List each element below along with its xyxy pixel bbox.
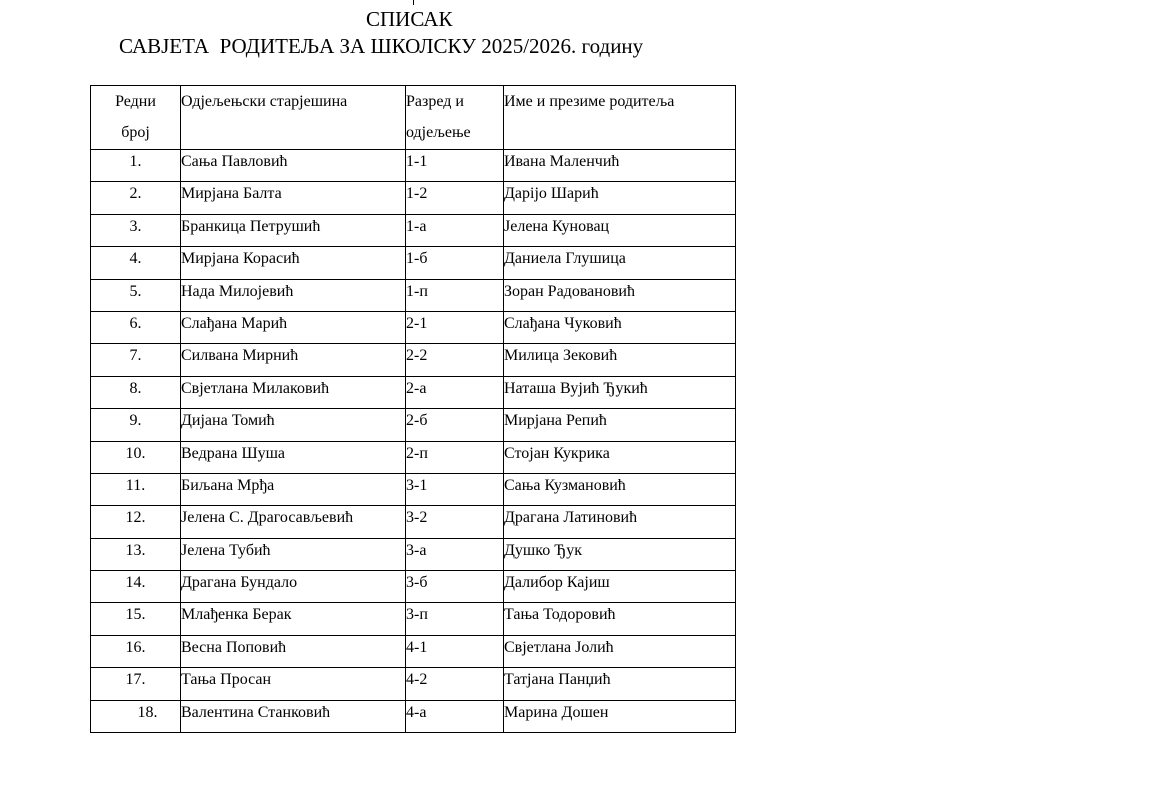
row-teacher: Валентина Станковић <box>181 700 406 732</box>
row-parent: Мирјана Репић <box>504 409 736 441</box>
row-number: 8. <box>91 376 181 408</box>
table-row <box>91 700 736 732</box>
table-row <box>91 441 736 473</box>
row-parent: Душко Ђук <box>504 538 736 570</box>
row-parent: Стојан Кукрика <box>504 441 736 473</box>
header-class-line1: Разред и <box>406 93 464 110</box>
row-number: 2. <box>91 182 181 214</box>
header-class-line2: одјељење <box>406 124 471 141</box>
row-number: 6. <box>91 311 181 343</box>
row-number: 18. <box>91 700 181 732</box>
row-parent: Тања Тодоровић <box>504 603 736 635</box>
table-row <box>91 409 736 441</box>
row-teacher: Дијана Томић <box>181 409 406 441</box>
row-number: 9. <box>91 409 181 441</box>
row-teacher: Драгана Бундало <box>181 571 406 603</box>
row-class: 3-2 <box>406 506 504 538</box>
table-row <box>91 214 736 246</box>
row-parent: Дарijo Шарић <box>504 182 736 214</box>
row-class: 2-а <box>406 376 504 408</box>
table-row <box>91 182 736 214</box>
row-teacher: Свјетлана Милаковић <box>181 376 406 408</box>
table-row <box>91 635 736 667</box>
row-number: 14. <box>91 571 181 603</box>
row-parent: Ивана Маленчић <box>504 150 736 182</box>
table-row <box>91 344 736 376</box>
row-class: 3-п <box>406 603 504 635</box>
row-number: 5. <box>91 279 181 311</box>
table-row <box>91 668 736 700</box>
table-row <box>91 473 736 505</box>
row-teacher: Мирјана Балта <box>181 182 406 214</box>
row-class: 4-2 <box>406 668 504 700</box>
row-class: 2-1 <box>406 311 504 343</box>
row-class: 2-б <box>406 409 504 441</box>
row-number: 4. <box>91 247 181 279</box>
row-class: 1-1 <box>406 150 504 182</box>
row-class: 3-1 <box>406 473 504 505</box>
header-class <box>406 86 504 150</box>
document-title: СПИСАК <box>366 7 453 31</box>
row-teacher: Сања Павловић <box>181 150 406 182</box>
row-parent: Даниела Глушица <box>504 247 736 279</box>
header-parent: Име и презиме родитеља <box>504 86 736 150</box>
row-class: 1-б <box>406 247 504 279</box>
row-class: 2-2 <box>406 344 504 376</box>
header-teacher: Одјељењски старјешина <box>181 86 406 150</box>
row-parent: Наташа Вујић Ђукић <box>504 376 736 408</box>
row-parent: Милица Зековић <box>504 344 736 376</box>
row-teacher: Нада Милојевић <box>181 279 406 311</box>
table-row <box>91 311 736 343</box>
table-body <box>91 150 736 733</box>
table-row <box>91 376 736 408</box>
row-number: 1. <box>91 150 181 182</box>
row-number: 17. <box>91 668 181 700</box>
table-row <box>91 506 736 538</box>
header-number <box>91 86 181 150</box>
row-class: 4-а <box>406 700 504 732</box>
row-teacher: Бранкица Петрушић <box>181 214 406 246</box>
row-parent: Јелена Куновац <box>504 214 736 246</box>
table-row <box>91 603 736 635</box>
row-teacher: Тања Просан <box>181 668 406 700</box>
row-class: 1-2 <box>406 182 504 214</box>
row-teacher: Силвана Мирнић <box>181 344 406 376</box>
row-parent: Свјетлана Јолић <box>504 635 736 667</box>
row-number: 13. <box>91 538 181 570</box>
row-number: 7. <box>91 344 181 376</box>
table-row <box>91 150 736 182</box>
row-class: 4-1 <box>406 635 504 667</box>
row-class: 3-б <box>406 571 504 603</box>
row-number: 12. <box>91 506 181 538</box>
row-teacher: Млађенка Берак <box>181 603 406 635</box>
row-parent: Татјана Панџић <box>504 668 736 700</box>
row-parent: Слађана Чуковић <box>504 311 736 343</box>
row-teacher: Мирјана Корасић <box>181 247 406 279</box>
row-number: 11. <box>91 473 181 505</box>
parents-council-table <box>90 85 736 733</box>
row-parent: Далибор Кајиш <box>504 571 736 603</box>
table-row <box>91 538 736 570</box>
row-teacher: Јелена С. Драгосављевић <box>181 506 406 538</box>
row-class: 1-п <box>406 279 504 311</box>
row-number: 3. <box>91 214 181 246</box>
row-teacher: Весна Поповић <box>181 635 406 667</box>
header-number-line1: Редни <box>115 93 156 110</box>
row-number: 15. <box>91 603 181 635</box>
document-subtitle: САВЈЕТА РОДИТЕЉА ЗА ШКОЛСКУ 2025/2026. годину <box>119 34 644 58</box>
table-row <box>91 247 736 279</box>
row-class: 3-а <box>406 538 504 570</box>
table-header-row <box>91 86 736 150</box>
row-number: 10. <box>91 441 181 473</box>
text-cursor <box>413 0 414 5</box>
row-parent: Драгана Латиновић <box>504 506 736 538</box>
row-teacher: Јелена Тубић <box>181 538 406 570</box>
header-number-line2: број <box>121 124 150 141</box>
row-teacher: Слађана Марић <box>181 311 406 343</box>
row-class: 1-а <box>406 214 504 246</box>
row-class: 2-п <box>406 441 504 473</box>
table-row <box>91 279 736 311</box>
row-parent: Марина Дошен <box>504 700 736 732</box>
row-teacher: Ведрана Шуша <box>181 441 406 473</box>
row-parent: Зоран Радовановић <box>504 279 736 311</box>
table-row <box>91 571 736 603</box>
row-teacher: Биљана Мрђа <box>181 473 406 505</box>
row-parent: Сања Кузмановић <box>504 473 736 505</box>
row-number: 16. <box>91 635 181 667</box>
